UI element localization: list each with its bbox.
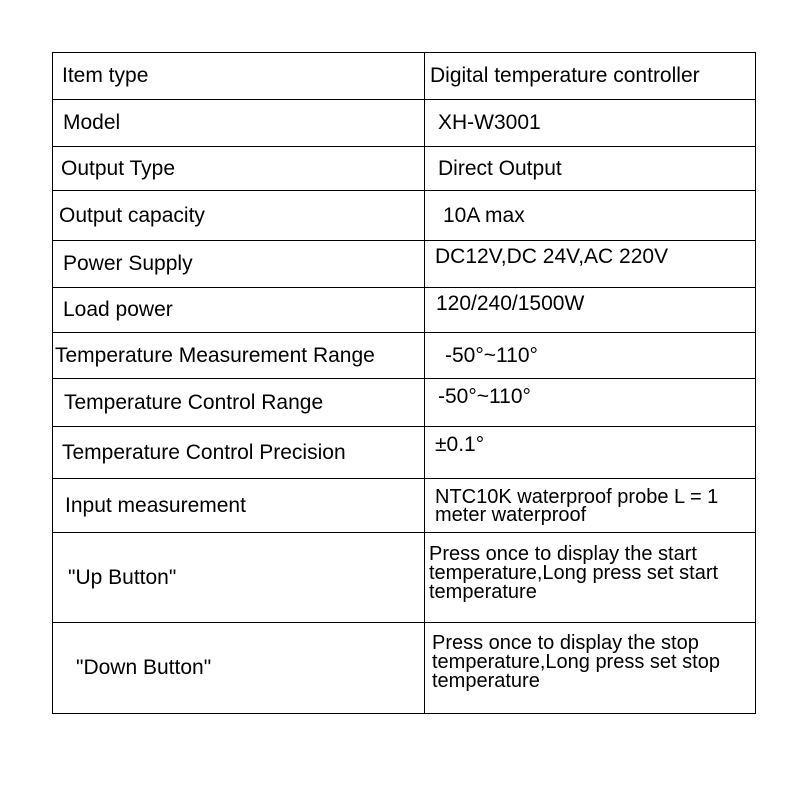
row-label: Temperature Control Precision (53, 427, 425, 478)
table-row (53, 478, 755, 532)
table-row (53, 378, 755, 426)
row-label: Output Type (53, 147, 425, 190)
row-value: ±0.1° (435, 433, 485, 456)
row-label: Temperature Measurement Range (53, 333, 425, 378)
table-row (53, 99, 755, 146)
row-value: Press once to display the start temperature,Long press set start temperature (429, 543, 719, 603)
row-label: "Down Button" (53, 623, 425, 713)
row-label: Temperature Control Range (53, 379, 425, 426)
row-value: -50°~110° (438, 385, 531, 408)
row-value: -50°~110° (445, 343, 538, 367)
row-label: Item type (53, 53, 425, 99)
row-label: "Up Button" (53, 533, 425, 622)
row-label: Model (53, 100, 425, 146)
row-value: Direct Output (438, 156, 562, 180)
table-row (53, 426, 755, 478)
table-row (53, 532, 755, 622)
row-label: Output capacity (53, 191, 425, 240)
table-row (53, 332, 755, 378)
row-value: NTC10K waterproof probe L = 1 meter waterproof (435, 485, 719, 526)
table-row (53, 190, 755, 240)
table-row (53, 622, 755, 713)
spec-table (52, 52, 756, 714)
row-value: Press once to display the stop temperature,Long press set stop temperature (432, 632, 720, 692)
row-value: XH-W3001 (438, 111, 541, 134)
row-label: Load power (53, 288, 425, 332)
table-row (53, 146, 755, 190)
row-value: Digital temperature controller (430, 64, 700, 87)
table-row (53, 53, 755, 99)
table-row (53, 240, 755, 287)
row-value: 120/240/1500W (436, 292, 585, 315)
row-label: Input measurement (53, 479, 425, 532)
row-value: DC12V,DC 24V,AC 220V (435, 245, 669, 268)
table-row (53, 287, 755, 332)
row-label: Power Supply (53, 241, 425, 287)
row-value: 10A max (443, 203, 525, 227)
